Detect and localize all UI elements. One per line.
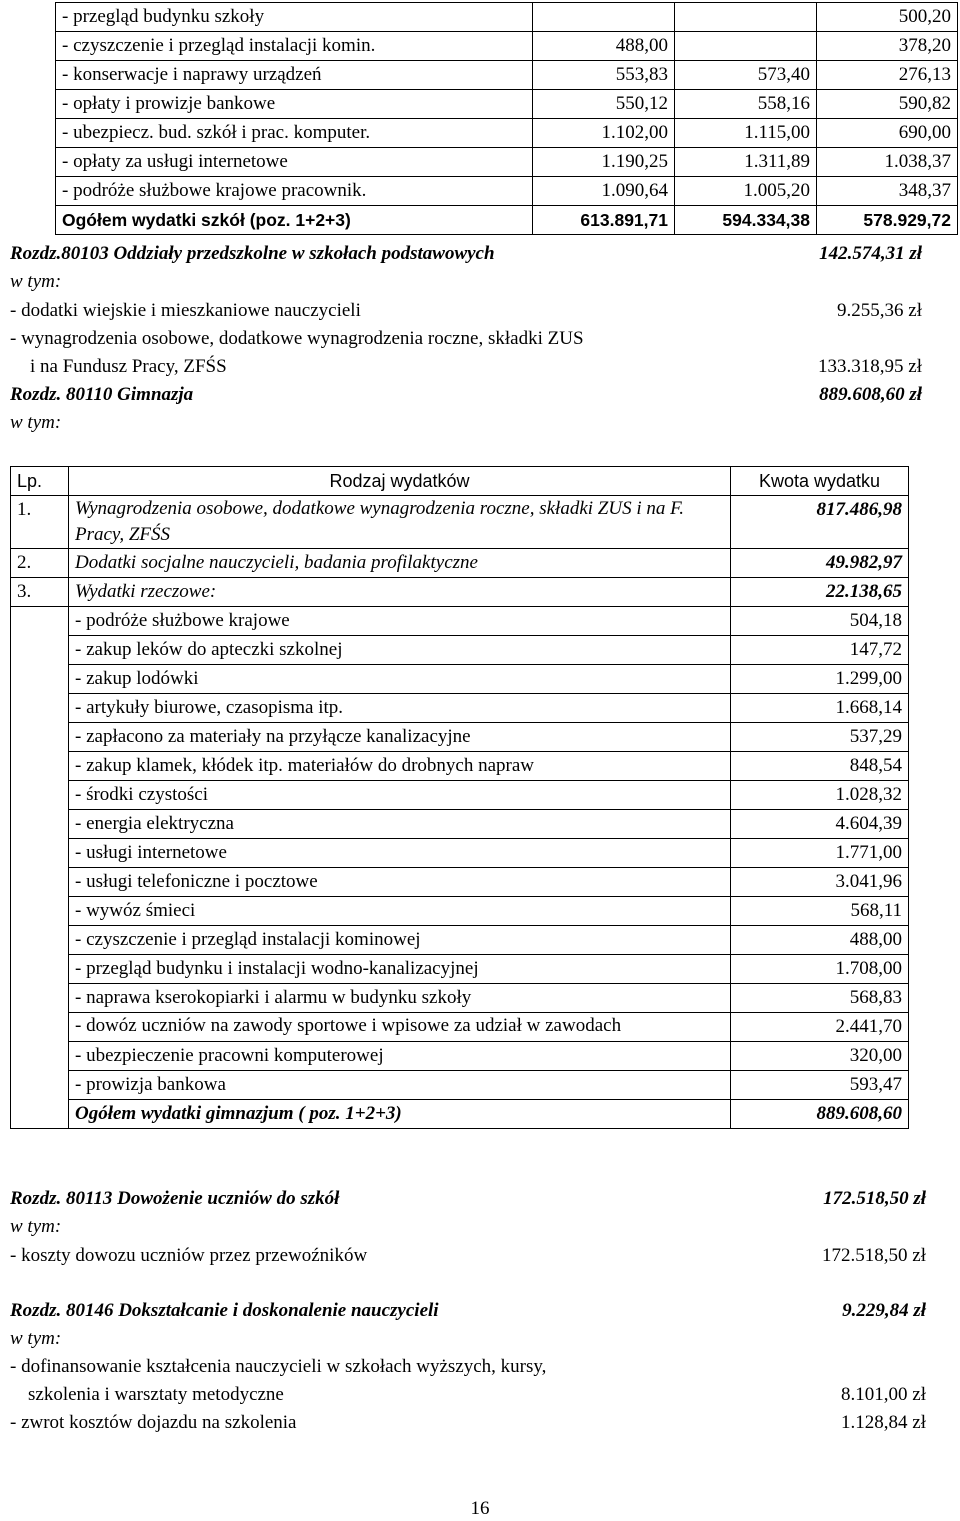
table-row: - wywóz śmieci 568,11 [11,897,909,926]
table-row: - przegląd budynku szkoły 500,20 [56,3,958,32]
table-row: - zakup klamek, kłódek itp. materiałów do drobnych napraw 848,54 [11,752,909,781]
section-amount-80103: 142.574,31 zł [819,243,922,264]
table-row: - ubezpiecz. bud. szkół i prac. komputer. 1.102,00 1.115,00 690,00 [56,119,958,148]
list-item: - dodatki wiejskie i mieszkaniowe nauczycieli [10,300,361,321]
total-row: Ogółem wydatki szkół (poz. 1+2+3) 613.891,71 594.334,38 578.929,72 [56,206,958,235]
table-row: - usługi internetowe 1.771,00 [11,839,909,868]
table-row: - zapłacono za materiały na przyłącze kanalizacyjne 537,29 [11,723,909,752]
section-heading-80146: Rozdz. 80146 Dokształcanie i doskonalenie nauczycieli [10,1300,439,1321]
table-row: - ubezpieczenie pracowni komputerowej 320,00 [11,1042,909,1071]
table-row: - opłaty za usługi internetowe 1.190,25 1.311,89 1.038,37 [56,148,958,177]
table-row: 2. Dodatki socjalne nauczycieli, badania profilaktyczne 49.982,97 [11,549,909,578]
table-row: - zakup leków do apteczki szkolnej 147,72 [11,636,909,665]
table-row: - przegląd budynku i instalacji wodno-kanalizacyjnej 1.708,00 [11,955,909,984]
table-row: - podróże służbowe krajowe 504,18 [11,607,909,636]
table-row: - czyszczenie i przegląd instalacji kominowej 488,00 [11,926,909,955]
list-item-amount: 133.318,95 zł [818,356,922,377]
table-row: 1. Wynagrodzenia osobowe, dodatkowe wynagrodzenia roczne, składki ZUS i na F. Pracy, ZFŚS 817.486,98 [11,496,909,549]
section-amount-80113: 172.518,50 zł [823,1188,926,1209]
column-header-type: Rodzaj wydatków [69,467,731,496]
table-row: - zakup lodówki 1.299,00 [11,665,909,694]
list-item: - zwrot kosztów dojazdu na szkolenia [10,1412,297,1433]
table-row: - energia elektryczna 4.604,39 [11,810,909,839]
total-row: Ogółem wydatki gimnazjum ( poz. 1+2+3) 889.608,60 [11,1100,909,1129]
in-which-label: w tym: [10,271,62,292]
table-row: - naprawa kserokopiarki i alarmu w budynku szkoły 568,83 [11,984,909,1013]
table-row: - opłaty i prowizje bankowe 550,12 558,16 590,82 [56,90,958,119]
page-number: 16 [470,1498,490,1519]
list-item-continuation: i na Fundusz Pracy, ZFŚS [30,356,227,377]
column-header-amount: Kwota wydatku [731,467,909,496]
section-amount-80110: 889.608,60 zł [819,384,922,405]
section-amount-80146: 9.229,84 zł [842,1300,926,1321]
in-which-label: w tym: [10,1328,62,1349]
expenses-table-schools [55,2,958,235]
list-item: - koszty dowozu uczniów przez przewoźników [10,1245,368,1266]
table-header-row [11,467,909,496]
expenses-table-gymnasium [10,466,909,1129]
section-heading-80103: Rozdz.80103 Oddziały przedszkolne w szkołach podstawowych [10,243,495,264]
column-header-lp: Lp. [11,467,69,496]
table-row: - podróże służbowe krajowe pracownik. 1.090,64 1.005,20 348,37 [56,177,958,206]
in-which-label: w tym: [10,1216,62,1237]
table-row: - czyszczenie i przegląd instalacji komin. 488,00 378,20 [56,32,958,61]
table-row: - konserwacje i naprawy urządzeń 553,83 573,40 276,13 [56,61,958,90]
table-row: - usługi telefoniczne i pocztowe 3.041,96 [11,868,909,897]
table-row: - artykuły biurowe, czasopisma itp. 1.668,14 [11,694,909,723]
table-row: - prowizja bankowa 593,47 [11,1071,909,1100]
list-item-amount: 1.128,84 zł [841,1412,926,1433]
section-heading-80110: Rozdz. 80110 Gimnazja [10,384,194,405]
table-row: - dowóz uczniów na zawody sportowe i wpisowe za udział w zawodach 2.441,70 [11,1013,909,1042]
in-which-label: w tym: [10,412,62,433]
list-item-amount: 172.518,50 zł [822,1245,926,1266]
list-item-amount: 8.101,00 zł [841,1384,926,1405]
section-heading-80113: Rozdz. 80113 Dowożenie uczniów do szkół [10,1188,340,1209]
table-row: 3. Wydatki rzeczowe: 22.138,65 [11,578,909,607]
list-item: - wynagrodzenia osobowe, dodatkowe wynagrodzenia roczne, składki ZUS [10,328,584,349]
list-item-amount: 9.255,36 zł [837,300,922,321]
list-item-continuation: szkolenia i warsztaty metodyczne [28,1384,284,1405]
table-row: - środki czystości 1.028,32 [11,781,909,810]
list-item: - dofinansowanie kształcenia nauczycieli w szkołach wyższych, kursy, [10,1356,547,1377]
